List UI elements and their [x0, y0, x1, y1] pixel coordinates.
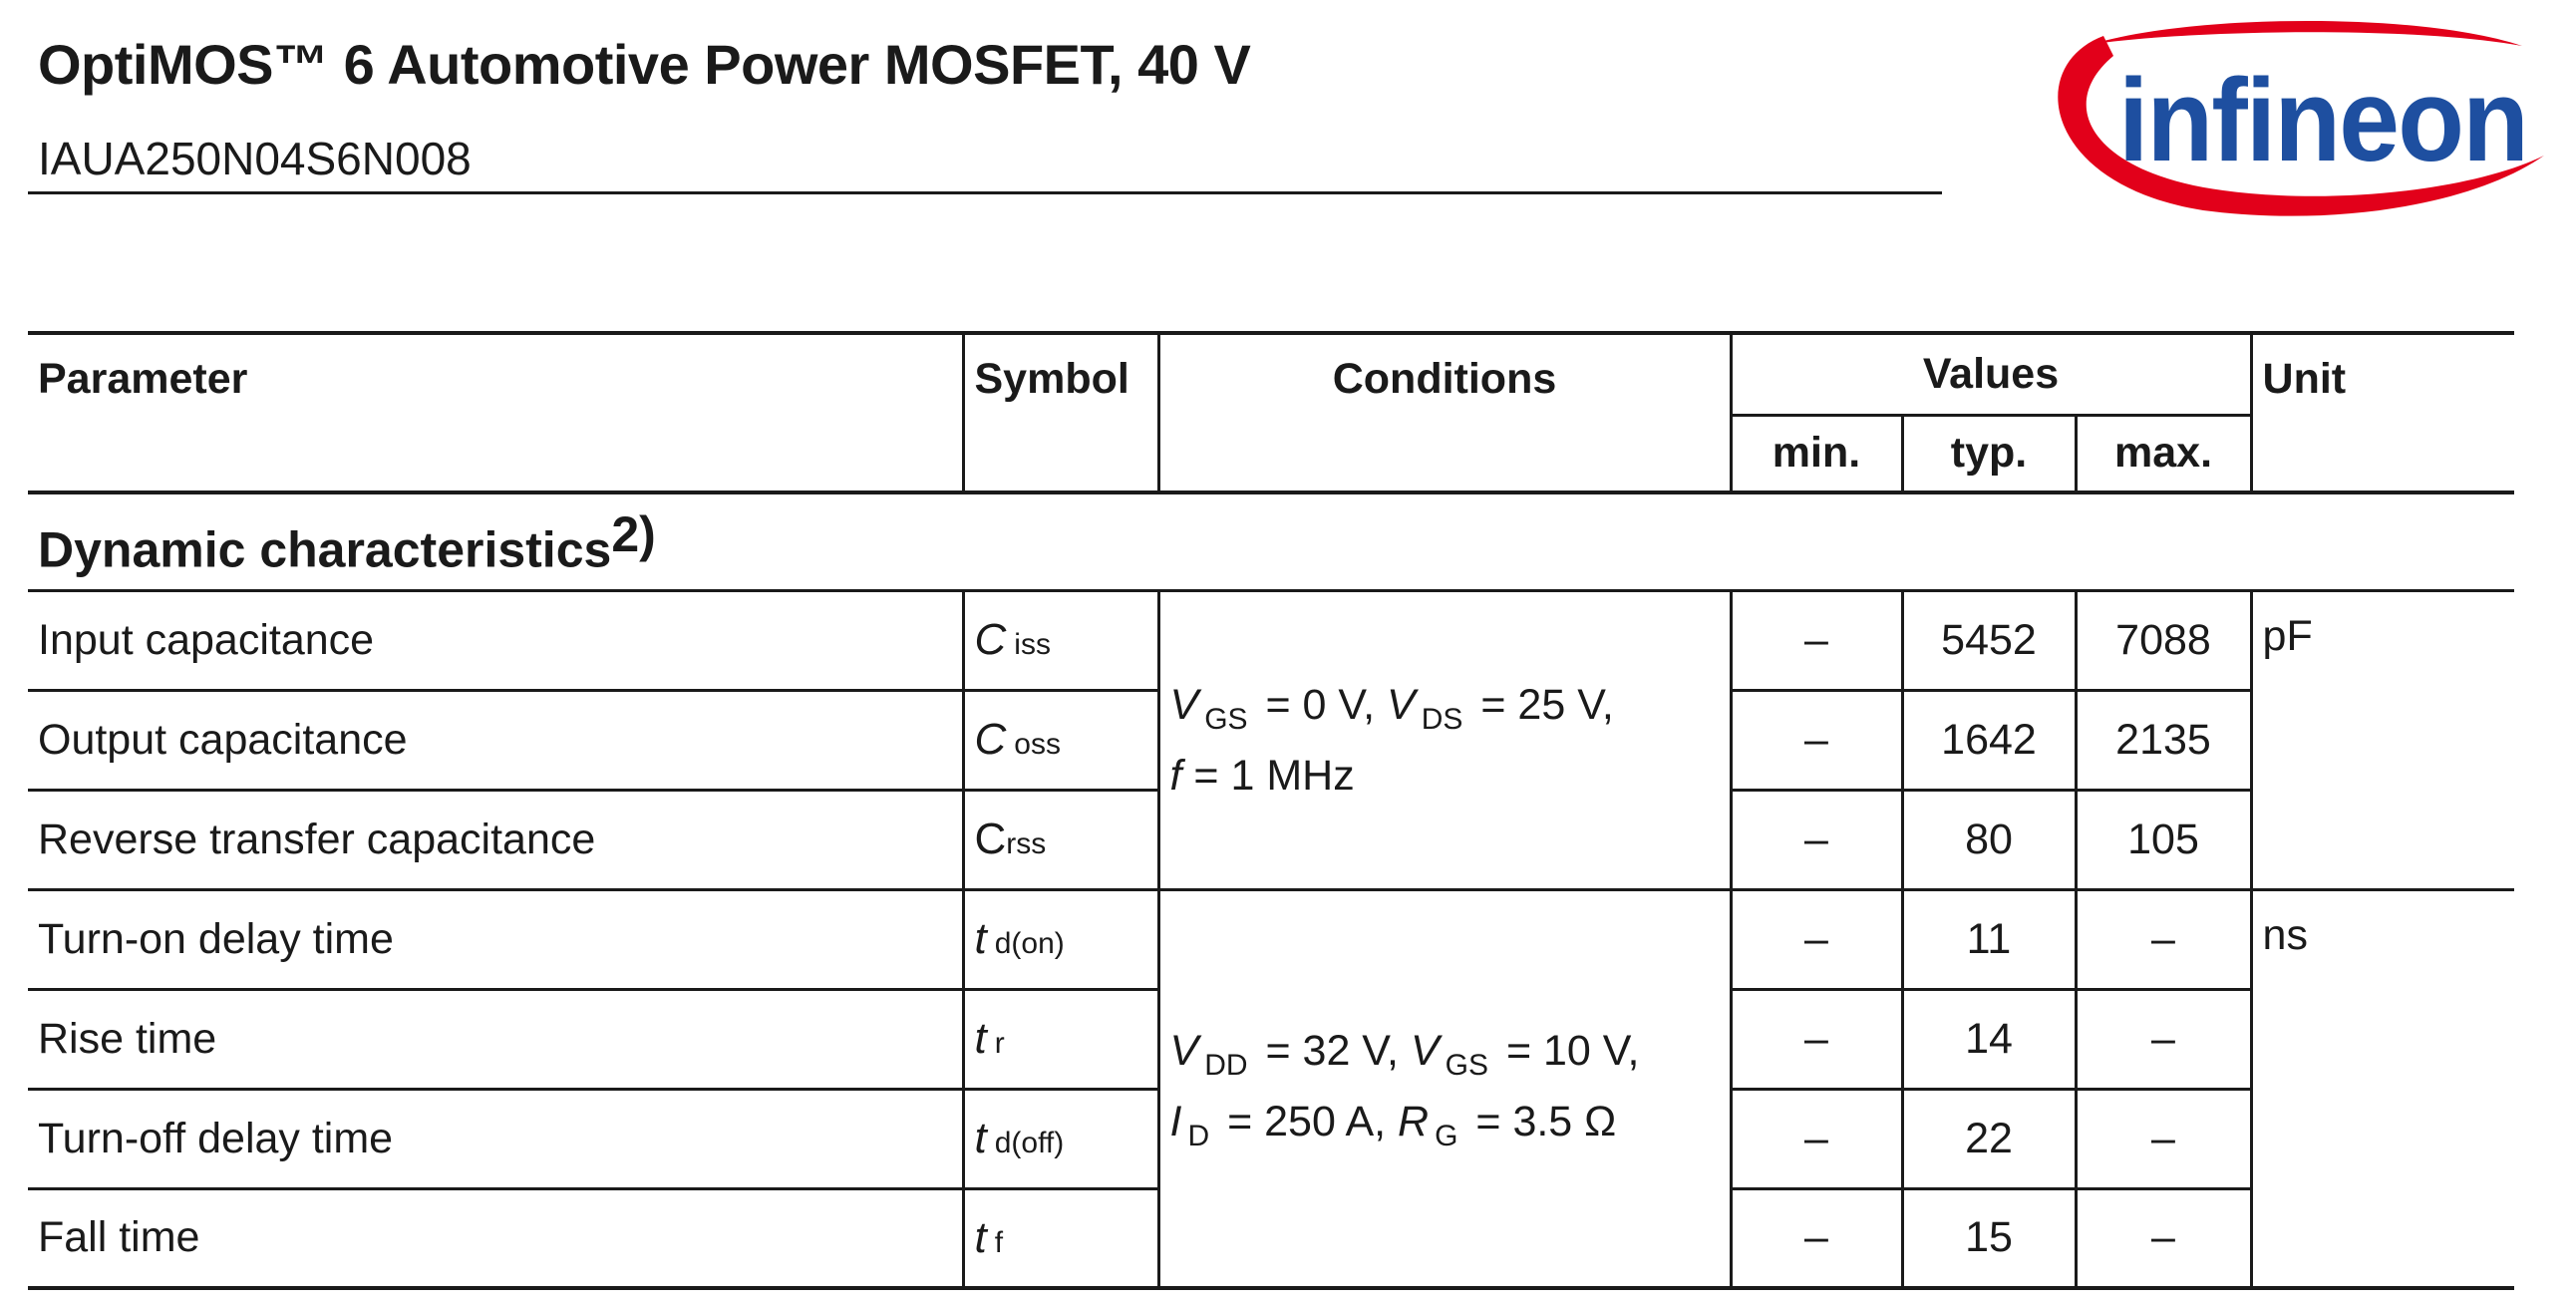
typ-value: 15: [1902, 1188, 2076, 1288]
typ-value: 5452: [1902, 590, 2076, 690]
condition-variable: V: [1387, 680, 1416, 729]
condition-subscript: G: [1435, 1119, 1458, 1152]
footnote-ref: 2): [611, 505, 656, 562]
header-conditions: Conditions: [1158, 333, 1731, 492]
symbol-subscript: f: [994, 1225, 1004, 1259]
header-typ: typ.: [1902, 415, 2076, 492]
header-unit: Unit: [2251, 333, 2514, 492]
condition-variable: R: [1398, 1097, 1430, 1145]
typ-value: 22: [1902, 1089, 2076, 1188]
max-value: –: [2076, 1188, 2251, 1288]
parameter-cell: Turn-on delay time: [28, 889, 963, 989]
header-min: min.: [1731, 415, 1902, 492]
condition-value: = 32 V,: [1253, 1026, 1411, 1075]
min-value: –: [1731, 790, 1902, 889]
condition-value: = 25 V,: [1468, 680, 1614, 729]
symbol-main: t: [974, 914, 987, 963]
max-value: –: [2076, 1089, 2251, 1188]
document-title: OptiMOS™ 6 Automotive Power MOSFET, 40 V: [38, 33, 1251, 96]
min-value: –: [1731, 1188, 1902, 1288]
conditions-line-1: [1170, 1018, 1720, 1089]
conditions-line-2: [1170, 743, 1720, 809]
conditions-line-1: [1170, 672, 1720, 743]
condition-variable: I: [1169, 1097, 1182, 1145]
condition-value: = 1 MHz: [1193, 751, 1355, 800]
condition-variable: V: [1169, 1026, 1199, 1075]
header-parameter: Parameter: [28, 333, 963, 492]
parameter-cell: Rise time: [28, 989, 963, 1089]
table-row: [28, 889, 2514, 989]
conditions-line-2: [1170, 1089, 1720, 1159]
symbol-main: t: [974, 1014, 987, 1063]
symbol-cell: [963, 1089, 1158, 1188]
header-values: Values: [1731, 333, 2251, 415]
min-value: –: [1731, 989, 1902, 1089]
logo-wordmark: infineon: [2118, 55, 2527, 186]
symbol-cell: [963, 889, 1158, 989]
section-row: [28, 492, 2514, 590]
condition-value: = 250 A,: [1215, 1097, 1399, 1145]
typ-value: 14: [1902, 989, 2076, 1089]
condition-value: = 10 V,: [1494, 1026, 1640, 1075]
symbol-main: C: [974, 615, 1007, 664]
symbol-cell: [963, 590, 1158, 690]
parameter-cell: Input capacitance: [28, 590, 963, 690]
symbol-main: t: [974, 1114, 987, 1162]
conditions-cell: [1158, 590, 1731, 889]
section-title: Dynamic characteristics: [38, 520, 612, 577]
part-number: IAUA250N04S6N008: [38, 133, 472, 184]
condition-variable: V: [1410, 1026, 1440, 1075]
symbol-subscript: d(on): [994, 927, 1065, 960]
conditions-cell: [1158, 889, 1731, 1288]
condition-subscript: D: [1187, 1119, 1210, 1152]
condition-subscript: GS: [1204, 702, 1248, 736]
min-value: –: [1731, 1089, 1902, 1188]
unit-cell: pF: [2251, 590, 2514, 889]
typ-value: 11: [1902, 889, 2076, 989]
unit-cell: ns: [2251, 889, 2514, 1288]
condition-value: = 3.5 Ω: [1463, 1097, 1617, 1145]
dynamic-characteristics-table: [28, 331, 2514, 1290]
parameter-cell: Fall time: [28, 1188, 963, 1288]
header-rule: [28, 191, 1942, 194]
infineon-logo: [2034, 16, 2552, 225]
symbol-main: C: [974, 715, 1007, 764]
symbol-subscript: r: [994, 1027, 1005, 1060]
symbol-subscript: rss: [1006, 827, 1047, 860]
min-value: –: [1731, 690, 1902, 790]
typ-value: 1642: [1902, 690, 2076, 790]
symbol-cell: [963, 690, 1158, 790]
symbol-main: t: [974, 1212, 987, 1262]
table-row: [28, 590, 2514, 690]
symbol-cell: [963, 1188, 1158, 1288]
condition-subscript: DD: [1204, 1048, 1248, 1082]
symbol-cell: [963, 790, 1158, 889]
min-value: –: [1731, 889, 1902, 989]
header-symbol: Symbol: [963, 333, 1158, 492]
symbol-main: C: [974, 815, 1007, 863]
condition-variable: V: [1169, 680, 1199, 729]
condition-subscript: DS: [1421, 702, 1463, 736]
symbol-subscript: oss: [1014, 728, 1061, 761]
parameter-cell: Reverse transfer capacitance: [28, 790, 963, 889]
symbol-subscript: iss: [1014, 628, 1051, 661]
condition-subscript: GS: [1445, 1048, 1488, 1082]
parameter-cell: Turn-off delay time: [28, 1089, 963, 1188]
min-value: –: [1731, 590, 1902, 690]
condition-value: = 0 V,: [1253, 680, 1388, 729]
max-value: 105: [2076, 790, 2251, 889]
symbol-cell: [963, 989, 1158, 1089]
symbol-subscript: d(off): [994, 1127, 1065, 1159]
max-value: –: [2076, 889, 2251, 989]
parameter-cell: Output capacitance: [28, 690, 963, 790]
max-value: –: [2076, 989, 2251, 1089]
typ-value: 80: [1902, 790, 2076, 889]
max-value: 2135: [2076, 690, 2251, 790]
max-value: 7088: [2076, 590, 2251, 690]
condition-variable: f: [1169, 751, 1182, 800]
header-max: max.: [2076, 415, 2251, 492]
